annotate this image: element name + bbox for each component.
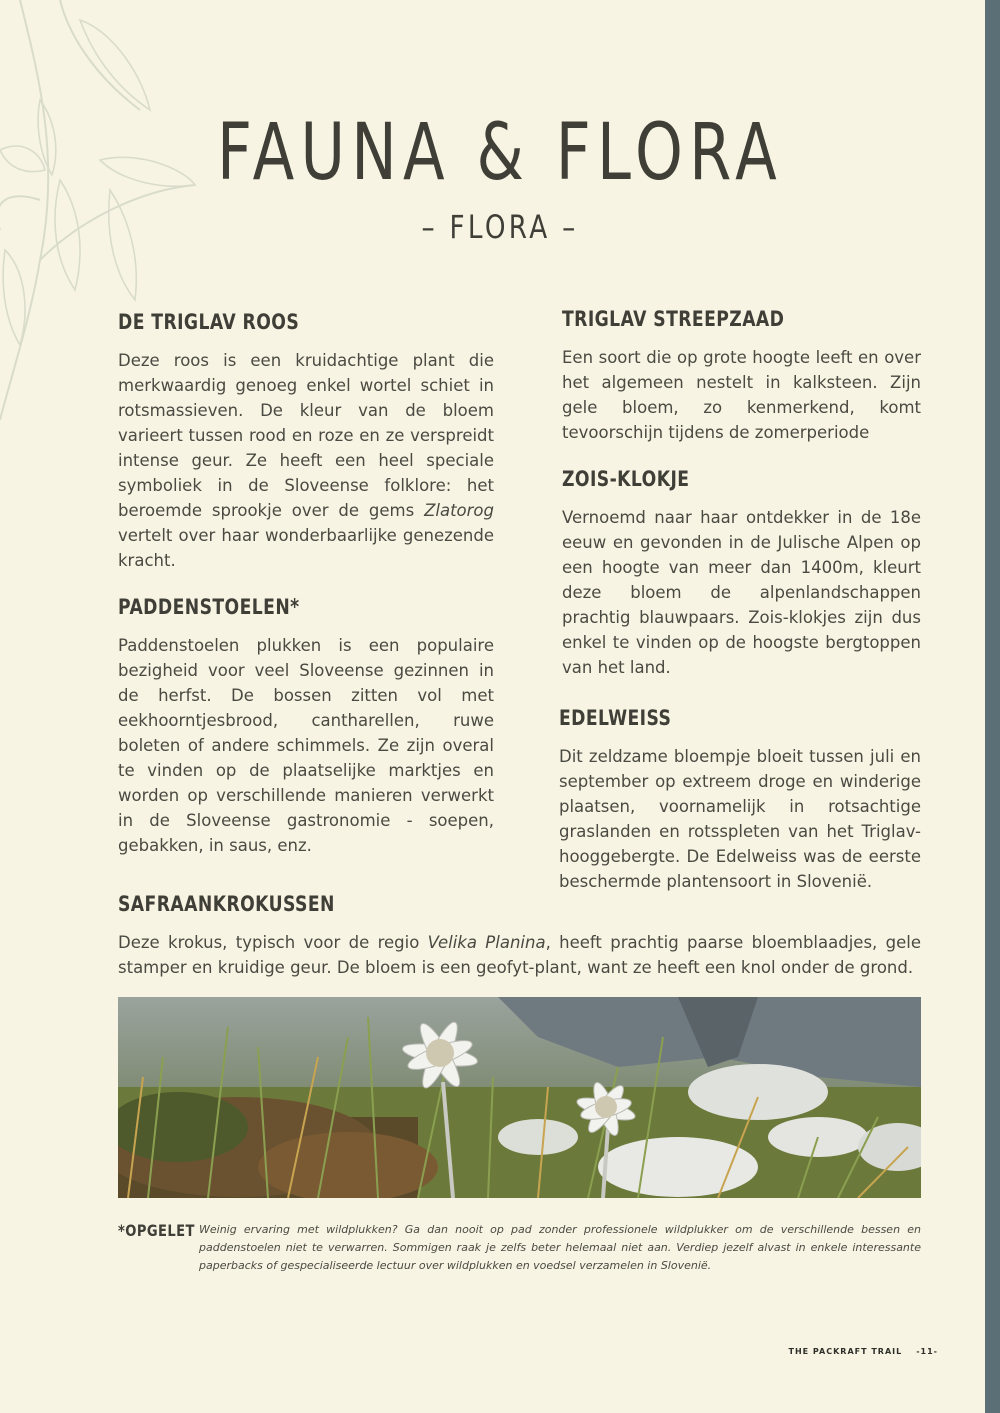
page-title: FAUNA & FLORA: [217, 108, 783, 198]
section-heading: EDELWEISS: [559, 706, 672, 730]
section-heading: TRIGLAV STREEPZAAD: [562, 307, 785, 331]
page-subtitle: – FLORA –: [421, 208, 579, 246]
section-triglav-roos: [118, 310, 494, 573]
section-heading: SAFRAANKROKUSSEN: [118, 892, 335, 916]
section-text: Vernoemd naar haar ontdekker in de 18e eeuw en gevonden in de Julische Alpen op een hoogte van meer dan 1400m, kleurt deze bloem de alpenlandschappen prachtig blauwpaars. Zois-klokjes zijn dus enkel te vinden op de hoogste bergtoppen van het land.: [562, 508, 921, 677]
section-zois-klokje: [562, 467, 921, 680]
section-paddenstoelen: [118, 595, 494, 858]
section-text: Een soort die op grote hoogte leeft en over het algemeen nestelt in kalksteen. Zijn gele bloem, zo kenmerkend, komt tevoorschijn tijdens de zomerperiode: [562, 348, 921, 442]
footer-page-number: -11-: [916, 1347, 938, 1356]
note-label: *OPGELET: [118, 1221, 195, 1240]
section-heading: ZOIS-KLOKJE: [562, 467, 690, 491]
edelweiss-photo: [118, 997, 921, 1198]
note-text: Weinig ervaring met wildplukken? Ga dan nooit op pad zonder professionele wildplukker om de verschillende bessen en paddenstoelen niet te verwarren. Sommigen raak je zelfs beter helemaal niet aan. Verdiep jezelf alvast in enkele interessante paperbacks of gespecialiseerde lectuur over wildplukken en voedsel verzamelen in Slovenië.: [199, 1223, 921, 1272]
section-text: Deze roos is een kruidachtige plant die merkwaardig genoeg enkel wortel schiet in rotsmassieven. De kleur van de bloem varieert tussen rood en roze en ze verspreidt intense geur. Ze heeft een heel speciale symboliek in de Sloveense folklore: het beroemde sprookje over de gems Zlatorog vertelt over haar wonderbaarlijke genezende kracht.: [118, 351, 494, 570]
footer-brand: THE PACKRAFT TRAIL: [788, 1347, 903, 1356]
section-triglav-streepzaad: [562, 307, 921, 445]
section-text: Dit zeldzame bloempje bloeit tussen juli en september op extreem droge en winderige plaatsen, voornamelijk in rotsachtige graslanden en rotsspleten van het Triglav-hooggebergte. De Edelweiss was de eerste beschermde plantensoort in Slovenië.: [559, 747, 921, 891]
side-accent-bar: [985, 0, 1000, 1413]
section-heading: PADDENSTOELEN*: [118, 595, 300, 619]
section-text: Deze krokus, typisch voor de regio Velika Planina, heeft prachtig paarse bloemblaadjes, gele stamper en kruidige geur. De bloem is een geofyt-plant, want ze heeft een knol onder de grond.: [118, 933, 921, 977]
section-edelweiss: [559, 706, 921, 894]
section-heading: DE TRIGLAV ROOS: [118, 310, 300, 334]
section-safraankrokussen: [118, 892, 921, 980]
section-text: Paddenstoelen plukken is een populaire bezigheid voor veel Sloveense gezinnen in de herfst. De bossen zitten vol met eekhoorntjesbrood, cantharellen, ruwe boleten of andere schimmels. Ze zijn overal te vinden op de plaatselijke marktjes en worden op verschillende manieren verwerkt in de Sloveense gastronomie - soepen, gebakken, in saus, enz.: [118, 636, 494, 855]
page-footer: [774, 1347, 938, 1356]
